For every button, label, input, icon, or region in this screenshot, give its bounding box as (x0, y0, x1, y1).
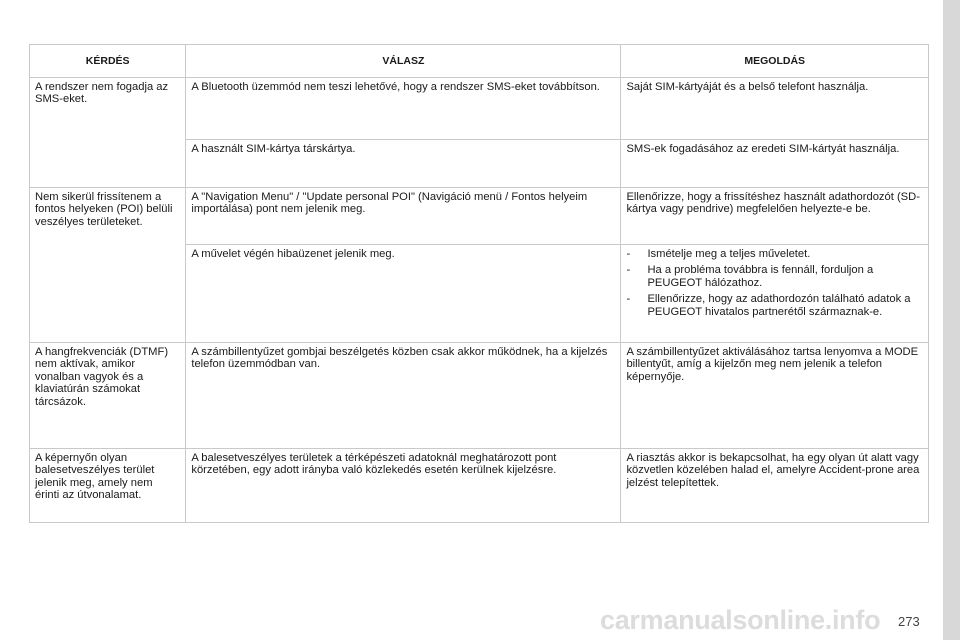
watermark: carmanualsonline.info (600, 605, 881, 635)
question-cell: Nem sikerül frissítenem a fontos helyeken (POI) belüli veszélyes területeket. (30, 188, 186, 343)
solution-cell: A riasztás akkor is bekapcsolhat, ha egy olyan út alatt vagy közvetlen közelében halad el, amelyre Accident-prone area jelzést telepítettek. (621, 449, 929, 523)
header-solution: MEGOLDÁS (621, 45, 929, 78)
table-row (30, 343, 929, 449)
table-row (30, 188, 929, 245)
solution-cell: Ellenőrizze, hogy a frissítéshez használt adathordozót (SD-kártya vagy pendrive) megfelelően helyezte-e be. (621, 188, 929, 245)
solution-cell: A számbillentyűzet aktiválásához tartsa lenyomva a MODE billentyűt, amíg a kijelzőn meg nem jelenik a telefon képernyője. (621, 343, 929, 449)
page-number: 273 (898, 614, 920, 629)
table-header-row (30, 45, 929, 78)
answer-cell: A Bluetooth üzemmód nem teszi lehetővé, hogy a rendszer SMS-eket továbbítson. (186, 78, 621, 140)
answer-cell: A művelet végén hibaüzenet jelenik meg. (186, 245, 621, 343)
answer-cell: A "Navigation Menu" / "Update personal POI" (Navigáció menü / Fontos helyeim importálása) pont nem jelenik meg. (186, 188, 621, 245)
list-item: - Ismételje meg a teljes műveletet. (626, 248, 922, 260)
solution-cell: SMS-ek fogadásához az eredeti SIM-kártyát használja. (621, 140, 929, 188)
header-answer: VÁLASZ (186, 45, 621, 78)
list-item: - Ha a probléma továbbra is fennáll, forduljon a PEUGEOT hálózathoz. (626, 264, 922, 289)
page-edge-strip (943, 0, 960, 640)
question-cell: A hangfrekvenciák (DTMF) nem aktívak, amikor vonalban vagyok és a klaviatúrán számokat tárcsázok. (30, 343, 186, 449)
solution-cell (621, 245, 929, 343)
answer-cell: A használt SIM-kártya társkártya. (186, 140, 621, 188)
list-item: - Ellenőrizze, hogy az adathordozón található adatok a PEUGEOT hivatalos partnerétől származnak-e. (626, 293, 922, 318)
table-row (30, 78, 929, 140)
answer-cell: A balesetveszélyes területek a térképészeti adatoknál meghatározott pont körzetében, egy adott irányba való közlekedés esetén kerülnek kijelzésre. (186, 449, 621, 523)
question-cell: A képernyőn olyan balesetveszélyes terület jelenik meg, amely nem érinti az útvonalamat. (30, 449, 186, 523)
question-cell: A rendszer nem fogadja az SMS-eket. (30, 78, 186, 188)
troubleshooting-table (29, 44, 929, 523)
answer-cell: A számbillentyűzet gombjai beszélgetés közben csak akkor működnek, ha a kijelzés telefon üzemmódban van. (186, 343, 621, 449)
solution-list (626, 248, 922, 318)
header-question: KÉRDÉS (30, 45, 186, 78)
solution-cell: Saját SIM-kártyáját és a belső telefont használja. (621, 78, 929, 140)
table-row (30, 449, 929, 523)
